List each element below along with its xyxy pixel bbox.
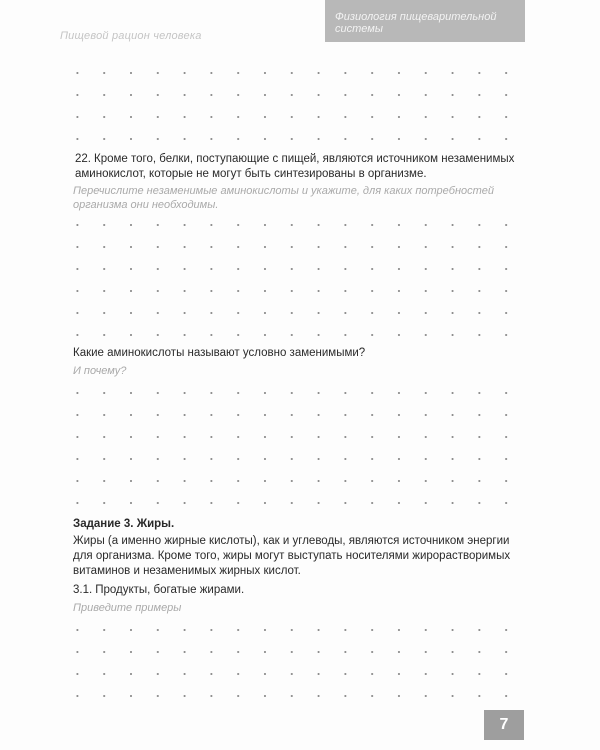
running-header-right <box>325 0 525 42</box>
answer-dot-grid-top[interactable] <box>64 62 524 147</box>
task-3-1-text: Продукты, богатые жирами. <box>95 584 245 596</box>
answer-dot-grid-conditional[interactable] <box>64 382 524 512</box>
task-3-text: Жиры (а именно жирные кислоты), как и углеводы, являются источником энергии для организма. Кроме того, жиры могут выступать носителями жирорастворимых витаминов и незаменимых жирных кислот. <box>73 535 511 577</box>
question-22-number: 22. <box>75 153 91 165</box>
question-22-text: Кроме того, белки, поступающие с пищей, являются источником незаменимых аминокислот, которые не могут быть синтезированы в организме. <box>75 153 515 180</box>
task-3-1 <box>73 583 518 598</box>
question-conditional-hint: И почему? <box>73 365 127 377</box>
question-conditional-amino-acids: Какие аминокислоты называют условно заменимыми? <box>73 347 366 359</box>
task-3-1-number: 3.1. <box>73 584 93 596</box>
running-header-right-text: Физиология пищеварительной системы <box>335 11 497 35</box>
running-header-left: Пищевой рацион человека <box>60 30 202 42</box>
answer-dot-grid-q22[interactable] <box>64 214 524 344</box>
task-3-title: Задание 3. Жиры. <box>73 518 175 530</box>
question-22-hint: Перечислите незаменимые аминокислоты и укажите, для каких потребностей организма они необходимы. <box>73 185 495 211</box>
question-22 <box>75 152 520 182</box>
page-number: 7 <box>484 710 524 740</box>
task-3-1-hint: Приведите примеры <box>73 602 182 614</box>
answer-dot-grid-task-3-1[interactable] <box>64 619 524 709</box>
